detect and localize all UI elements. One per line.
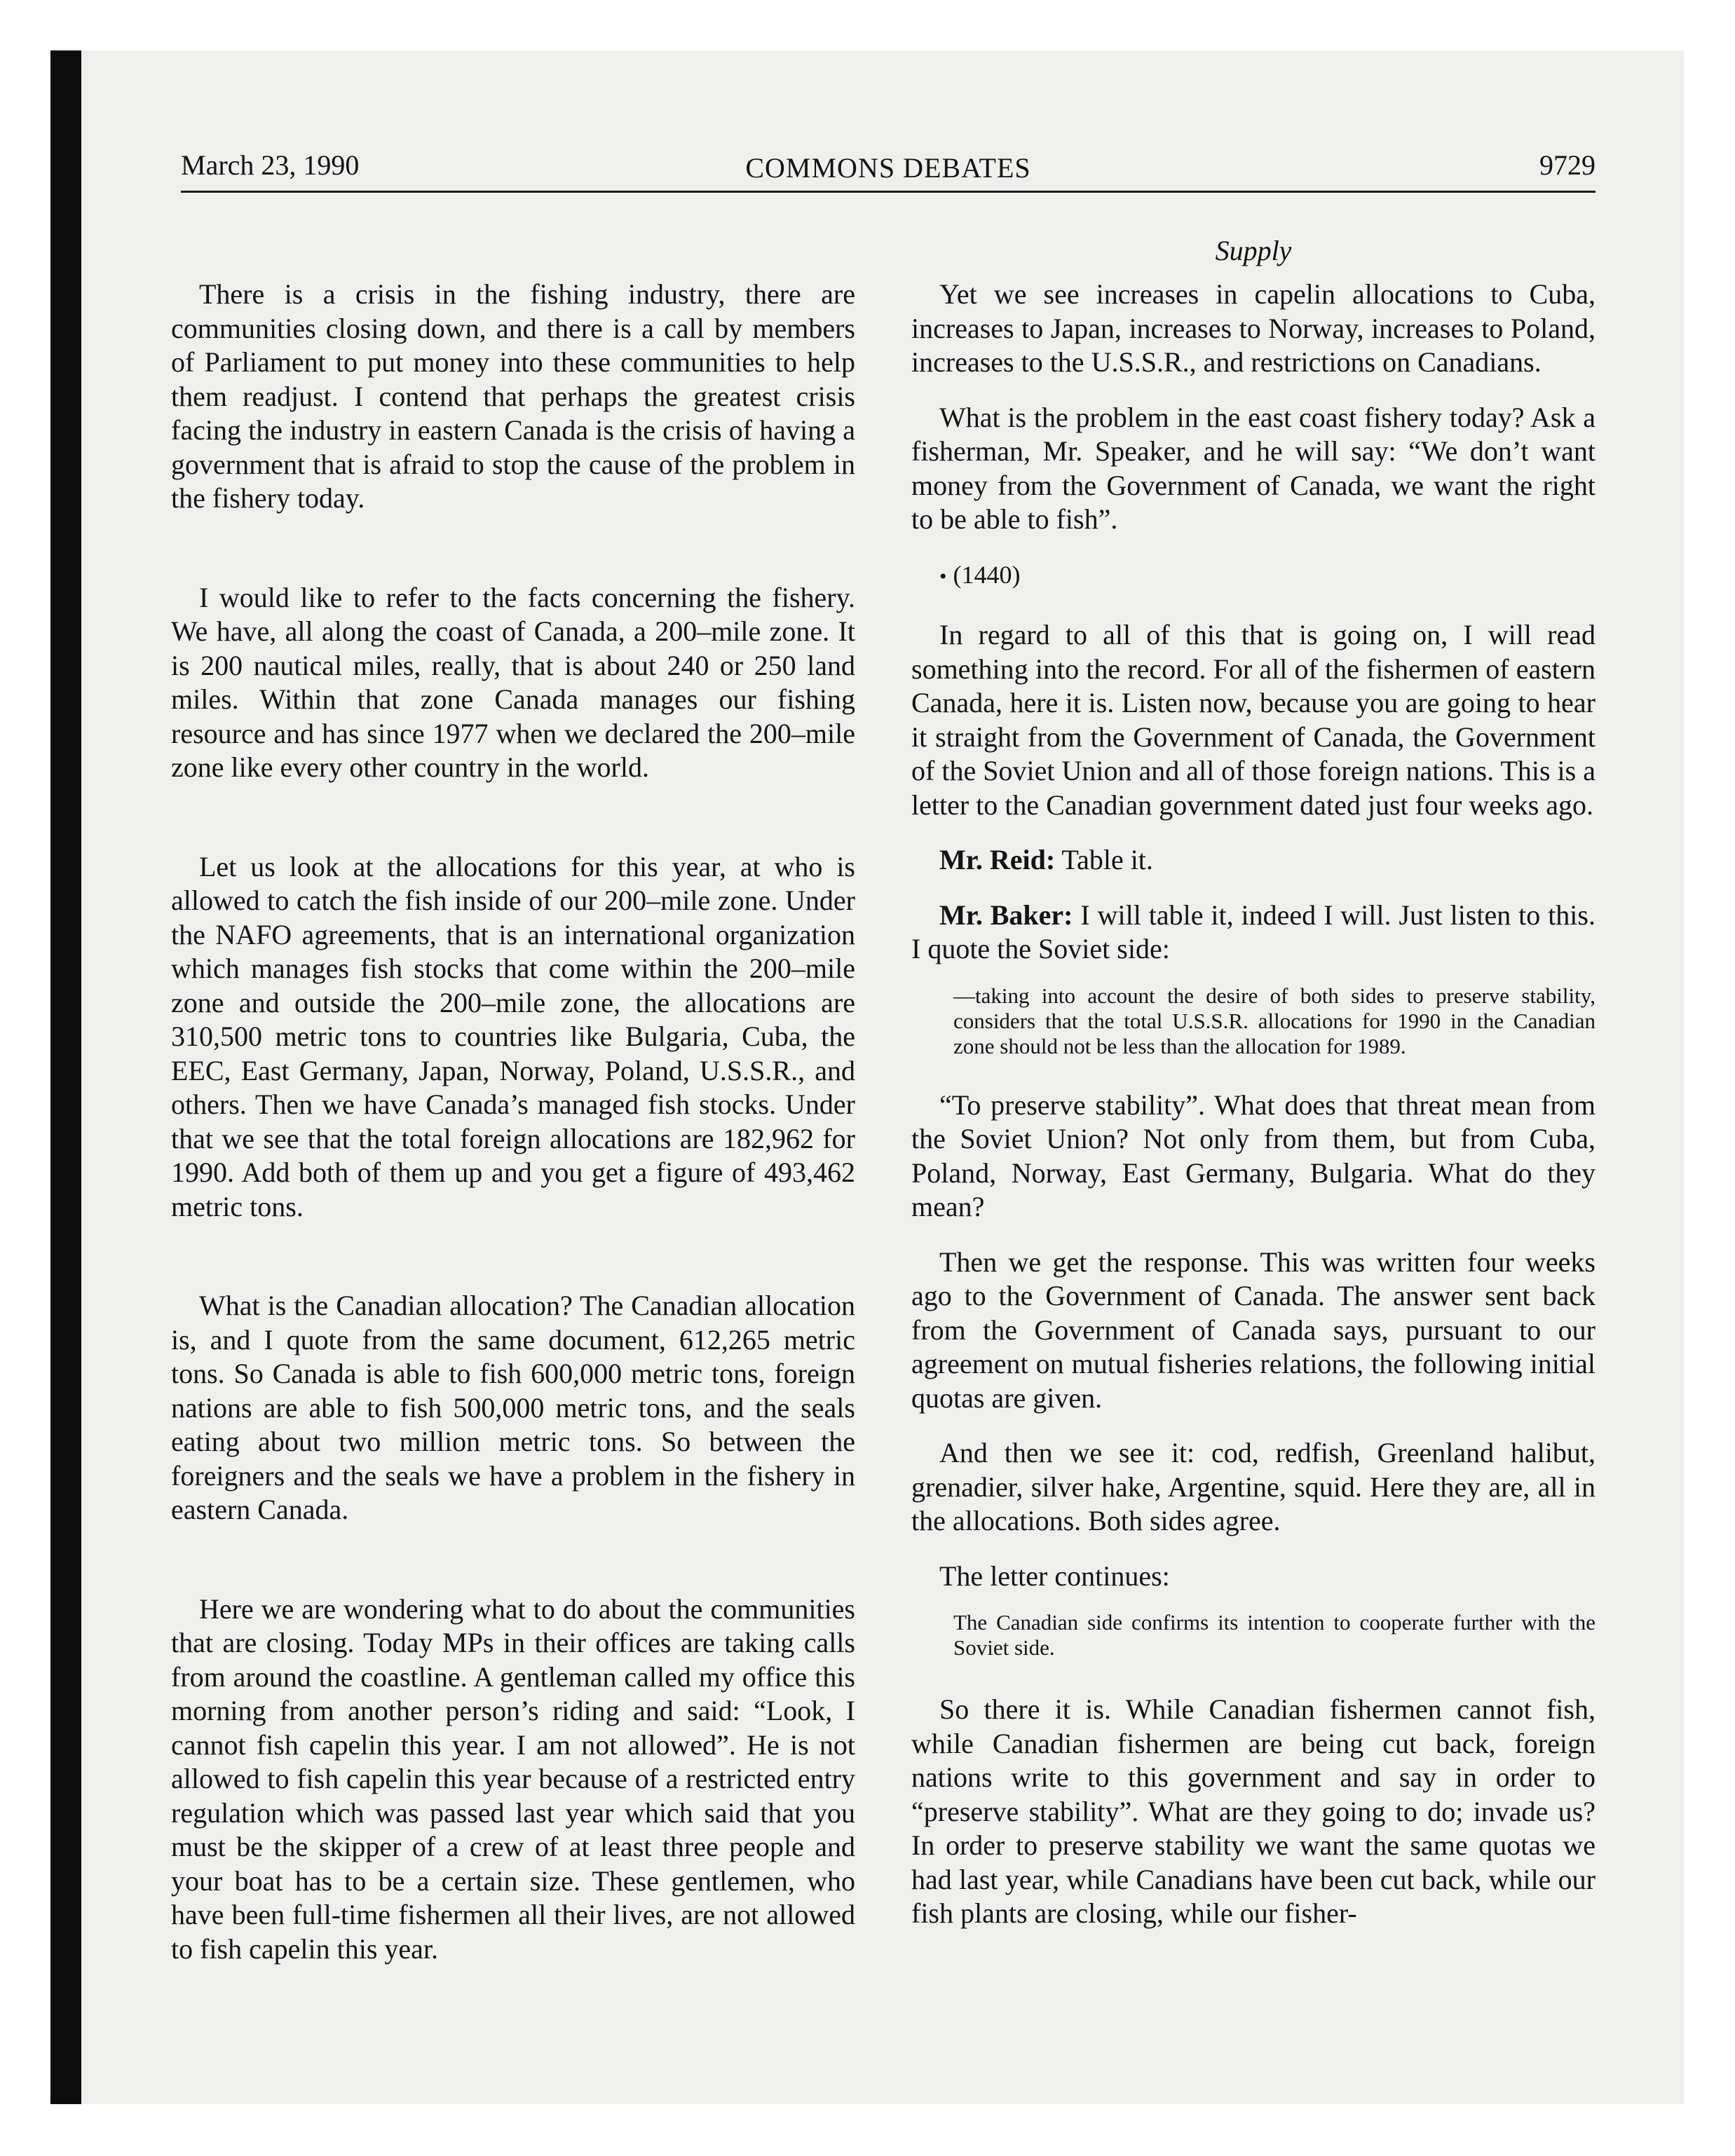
section-title: Supply xyxy=(1215,235,1292,266)
left-column xyxy=(171,278,855,2031)
bullet-icon: • xyxy=(939,564,947,588)
paragraph: Here we are wondering what to do about the communities that are closing. Today MPs in their offices are taking calls from around the coastline. A gentleman called my office this morning from another person’s riding and said: “Look, I cannot fish capelin this year. I am not allowed”. He is not allowed to fish capelin this year because of a restricted entry regulation which was passed last year which said that you must be the skipper of a crew of at least three people and your boat has to be a certain size. These gentlemen, who have been full-time fishermen all their lives, are not allowed to fish capelin this year. xyxy=(171,1592,855,1965)
block-quote: —taking into account the desire of both sides to preserve stability, considers that the total U.S.S.R. allocations for 1990 in the Canadian zone should not be less than the allocation for 1989. xyxy=(953,983,1595,1058)
page-header xyxy=(181,149,1595,191)
paragraph: So there it is. While Canadian fishermen cannot fish, while Canadian fishermen are being cut back, foreign nations write to this government and say in order to “preserve stability”. What are they going to do; invade us? In order to preserve stability we want the same quotas we had last year, while Canadians have been cut back, while our fish plants are closing, while our fisher- xyxy=(911,1693,1595,1929)
time-marker-text: (1440) xyxy=(953,560,1021,589)
block-quote: The Canadian side confirms its intention to cooperate further with the Soviet side. xyxy=(953,1610,1595,1660)
paragraph: Then we get the response. This was written four weeks ago to the Government of Canada. The answer sent back from the Government of Canada says, pursuant to our agreement on mutual fisheries relations, the following initial quotas are given. xyxy=(911,1246,1595,1414)
paragraph: In regard to all of this that is going on, I will read something into the record. For all of the fishermen of eastern Canada, here it is. Listen now, because you are going to hear it straight from the Government of Canada, the Government of the Soviet Union and all of those foreign nations. This is a letter to the Canadian government dated just four weeks ago. xyxy=(911,619,1595,821)
header-title: COMMONS DEBATES xyxy=(745,152,1031,184)
paragraph: I would like to refer to the facts concerning the fishery. We have, all along the coast of Canada, a 200–mile zone. It is 200 nautical miles, really, that is about 240 or 250 land miles. Within that zone Canada manages our fishing resource and has since 1977 when we declared the 200–mile zone like every other country in the world. xyxy=(171,581,855,783)
speech-baker xyxy=(911,899,1595,967)
paragraph: Yet we see increases in capelin allocations to Cuba, increases to Japan, increases to Norway, increases to Poland, increases to the U.S.S.R., and restrictions on Canadians. xyxy=(911,278,1595,378)
speech-text: Table it. xyxy=(1055,844,1153,875)
paragraph: What is the Canadian allocation? The Canadian allocation is, and I quote from the same document, 612,265 metric tons. So Canada is able to fish 600,000 metric tons, foreign nations are able to fish 500,000 metric tons, and the seals eating about two million metric tons. So between the foreigners and the seals we have a problem in the fishery in eastern Canada. xyxy=(171,1290,855,1525)
speech-reid xyxy=(911,843,1595,878)
header-rule xyxy=(181,191,1595,193)
paragraph: And then we see it: cod, redfish, Greenland halibut, grenadier, silver hake, Argentine, squid. Here they are, all in the allocations. Both sides agree. xyxy=(911,1437,1595,1536)
paragraph: “To preserve stability”. What does that threat mean from the Soviet Union? Not only from them, but from Cuba, Poland, Norway, East Germany, Bulgaria. What do they mean? xyxy=(911,1089,1595,1222)
page-number: 9729 xyxy=(1539,149,1595,181)
speech-text: I will table it, indeed I will. Just listen to this. I quote the Soviet side: xyxy=(911,899,1595,964)
right-column xyxy=(911,278,1595,1952)
paragraph: There is a crisis in the fishing industry, there are communities closing down, and there is a call by members of Parliament to put money into these communities to help them readjust. I contend that perhaps the greatest crisis facing the industry in eastern Canada is the crisis of having a government that is afraid to stop the cause of the problem in the fishery today. xyxy=(171,278,855,514)
time-marker xyxy=(911,558,1595,594)
speaker-name: Mr. Reid: xyxy=(939,844,1056,875)
paragraph: What is the problem in the east coast fishery today? Ask a fisherman, Mr. Speaker, and he will say: “We don’t want money from the Government of Canada, we want the right to be able to fish”. xyxy=(911,401,1595,535)
paragraph: The letter continues: xyxy=(939,1560,1170,1592)
binding-edge xyxy=(50,50,81,2104)
header-date: March 23, 1990 xyxy=(181,149,360,181)
speaker-name: Mr. Baker: xyxy=(939,899,1073,931)
paragraph: Let us look at the allocations for this year, at who is allowed to catch the fish inside of our 200–mile zone. Under the NAFO agreements, that is an international organization which manages fish stocks that come within the 200–mile zone and outside the 200–mile zone, the allocations are 310,500 metric tons to countries like Bulgaria, Cuba, the EEC, East Germany, Japan, Norway, Poland, U.S.S.R., and others. Then we have Canada’s managed fish stocks. Under that we see that the total foreign allocations are 182,962 for 1990. Add both of them up and you get a figure of 493,462 metric tons. xyxy=(171,850,855,1222)
